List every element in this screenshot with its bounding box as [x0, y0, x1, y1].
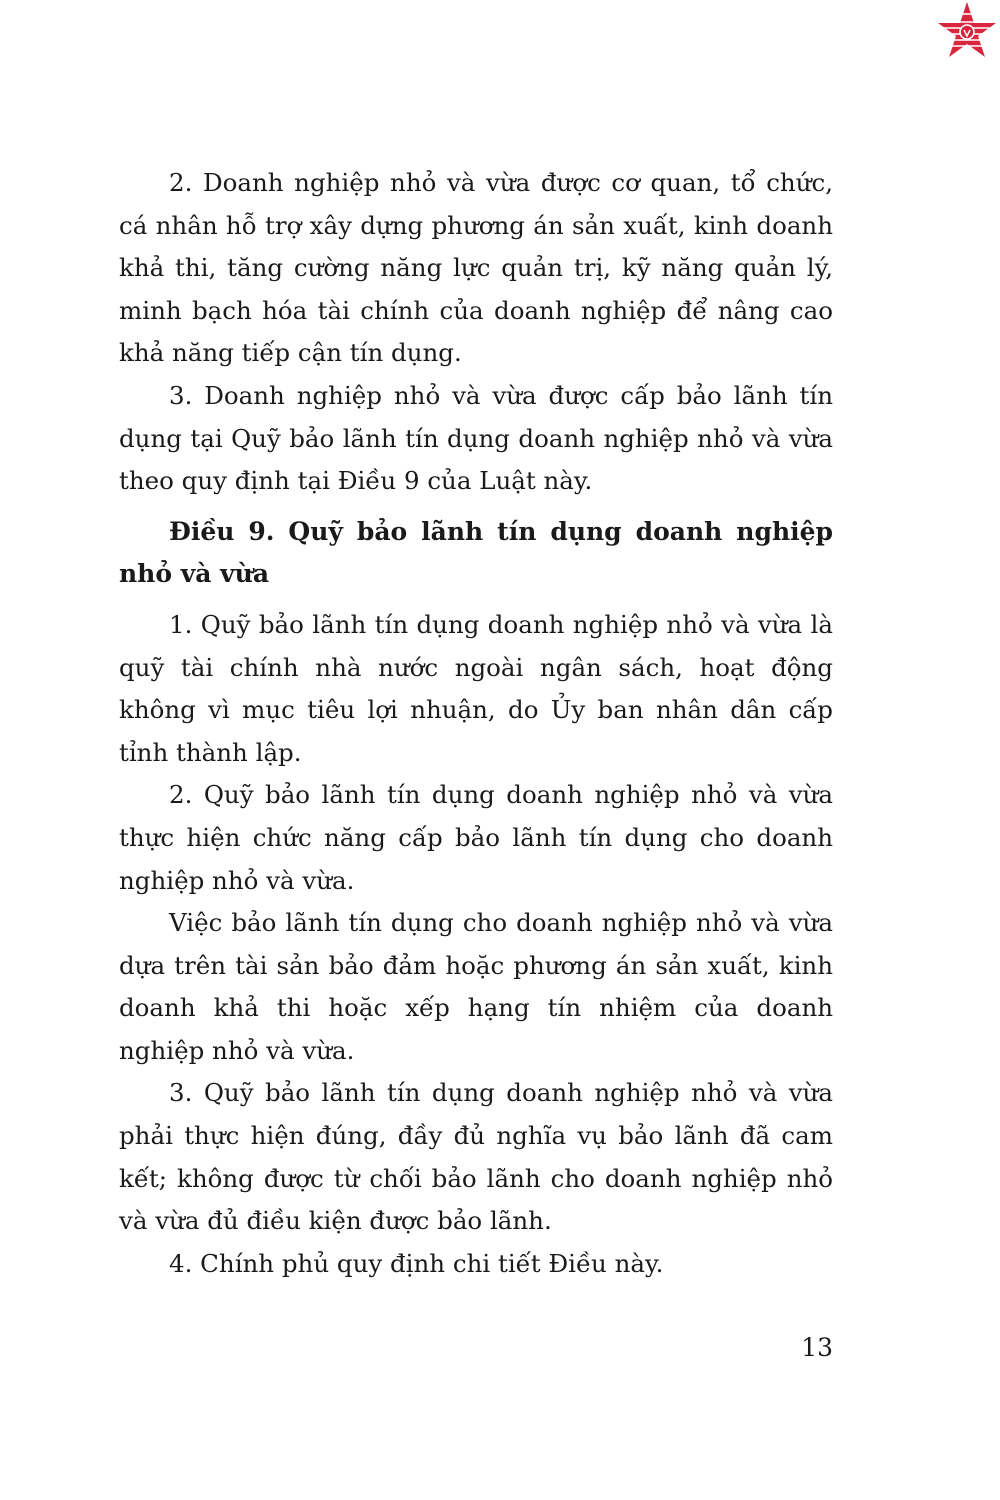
- paragraph-article9-clause-2-detail: Việc bảo lãnh tín dụng cho doanh nghiệp nhỏ và vừa dựa trên tài sản bảo đảm hoặc phương án sản xuất, kinh doanh khả thi hoặc xếp hạng tín nhiệm của doanh nghiệp nhỏ và vừa.: [119, 908, 833, 1065]
- page-number: 13: [801, 1333, 833, 1362]
- paragraph-article9-clause-1: 1. Quỹ bảo lãnh tín dụng doanh nghiệp nhỏ và vừa là quỹ tài chính nhà nước ngoài ngân sách, hoạt động không vì mục tiêu lợi nhuận, do Ủy ban nhân dân cấp tỉnh thành lập.: [119, 609, 833, 767]
- paragraph-clause-3: 3. Doanh nghiệp nhỏ và vừa được cấp bảo lãnh tín dụng tại Quỹ bảo lãnh tín dụng doanh nghiệp nhỏ và vừa theo quy định tại Điều 9 của Luật này.: [119, 380, 833, 496]
- paragraph-article9-clause-4: 4. Chính phủ quy định chi tiết Điều này.: [169, 1248, 664, 1278]
- page-body: [119, 162, 833, 1285]
- star-logo-icon: [934, 0, 1000, 66]
- paragraph-clause-2: 2. Doanh nghiệp nhỏ và vừa được cơ quan, tổ chức, cá nhân hỗ trợ xây dựng phương án sản xuất, kinh doanh khả thi, tăng cường năng lực quản trị, kỹ năng quản lý, minh bạch hóa tài chính của doanh nghiệp để nâng cao khả năng tiếp cận tín dụng.: [119, 168, 833, 368]
- paragraph-article9-clause-3: 3. Quỹ bảo lãnh tín dụng doanh nghiệp nhỏ và vừa phải thực hiện đúng, đầy đủ nghĩa vụ bảo lãnh đã cam kết; không được từ chối bảo lãnh cho doanh nghiệp nhỏ và vừa đủ điều kiện được bảo lãnh.: [119, 1078, 833, 1236]
- publisher-logo: [934, 0, 1000, 66]
- article-heading: Điều 9. Quỹ bảo lãnh tín dụng doanh nghiệp nhỏ và vừa: [119, 516, 833, 589]
- paragraph-article9-clause-2: 2. Quỹ bảo lãnh tín dụng doanh nghiệp nhỏ và vừa thực hiện chức năng cấp bảo lãnh tín dụng cho doanh nghiệp nhỏ và vừa.: [119, 780, 833, 895]
